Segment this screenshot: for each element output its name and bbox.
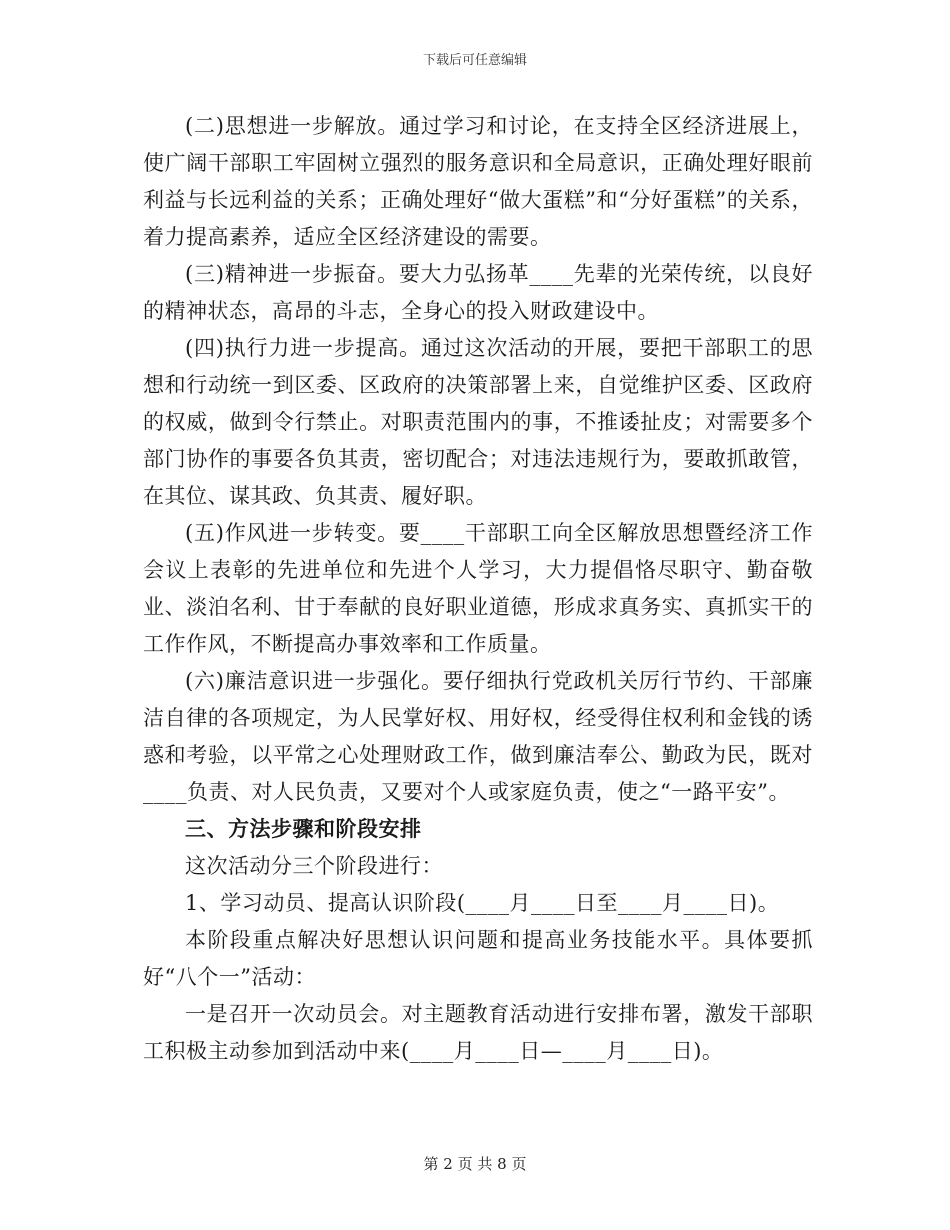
paragraph-stage-one-focus: 本阶段重点解决好思想认识问题和提高业务技能水平。具体要抓好“八个一”活动：: [143, 928, 813, 989]
paragraph-integrity-awareness: (六)廉洁意识进一步强化。要仔细执行党政机关厉行节约、干部廉洁自律的各项规定，为人民掌好权、用好权，经受得住权利和金钱的诱惑和考验，以平常之心处理财政工作，做到廉洁奉公、勤政为民，既对____负责、对人民负责，又要对个人或家庭负责，使之“一路平安”。: [143, 669, 813, 804]
page-footer: 第 2 页 共 8 页: [423, 1155, 527, 1173]
paragraph-three-stages: 这次活动分三个阶段进行：: [185, 854, 443, 878]
section-heading-methods: 三、方法步骤和阶段安排: [185, 817, 422, 841]
paragraph-mobilization-meeting: 一是召开一次动员会。对主题教育活动进行安排布署，激发干部职工积极主动参加到活动中来(____月____日—____月____日)。: [143, 1002, 813, 1063]
paragraph-thought-liberation: (二)思想进一步解放。通过学习和讨论，在支持全区经济进展上，使广阔干部职工牢固树立强烈的服务意识和全局意识，正确处理好眼前利益与长远利益的关系；正确处理好“做大蛋糕”和“分好蛋糕”的关系，着力提高素养，适应全区经济建设的需要。: [143, 114, 813, 249]
document-body: [143, 108, 813, 1070]
paragraph-execution-improvement: (四)执行力进一步提高。通过这次活动的开展，要把干部职工的思想和行动统一到区委、区政府的决策部署上来，自觉维护区委、区政府的权威，做到令行禁止。对职责范围内的事，不推诿扯皮；对需要多个部门协作的事要各负其责，密切配合；对违法违规行为，要敢抓敢管，在其位、谋其政、负其责、履好职。: [143, 336, 813, 508]
paragraph-stage-one: 1、学习动员、提高认识阶段(____月____日至____月____日)。: [185, 891, 780, 915]
paragraph-spirit-uplift: (三)精神进一步振奋。要大力弘扬革____先辈的光荣传统，以良好的精神状态，高昂的斗志，全身心的投入财政建设中。: [143, 262, 813, 323]
paragraph-work-style-change: (五)作风进一步转变。要____干部职工向全区解放思想暨经济工作会议上表彰的先进单位和先进个人学习，大力提倡恪尽职守、勤奋敬业、淡泊名利、甘于奉献的良好职业道德，形成求真务实、真抓实干的工作作风，不断提高办事效率和工作质量。: [143, 521, 813, 656]
page-header: 下载后可任意编辑: [422, 53, 527, 68]
